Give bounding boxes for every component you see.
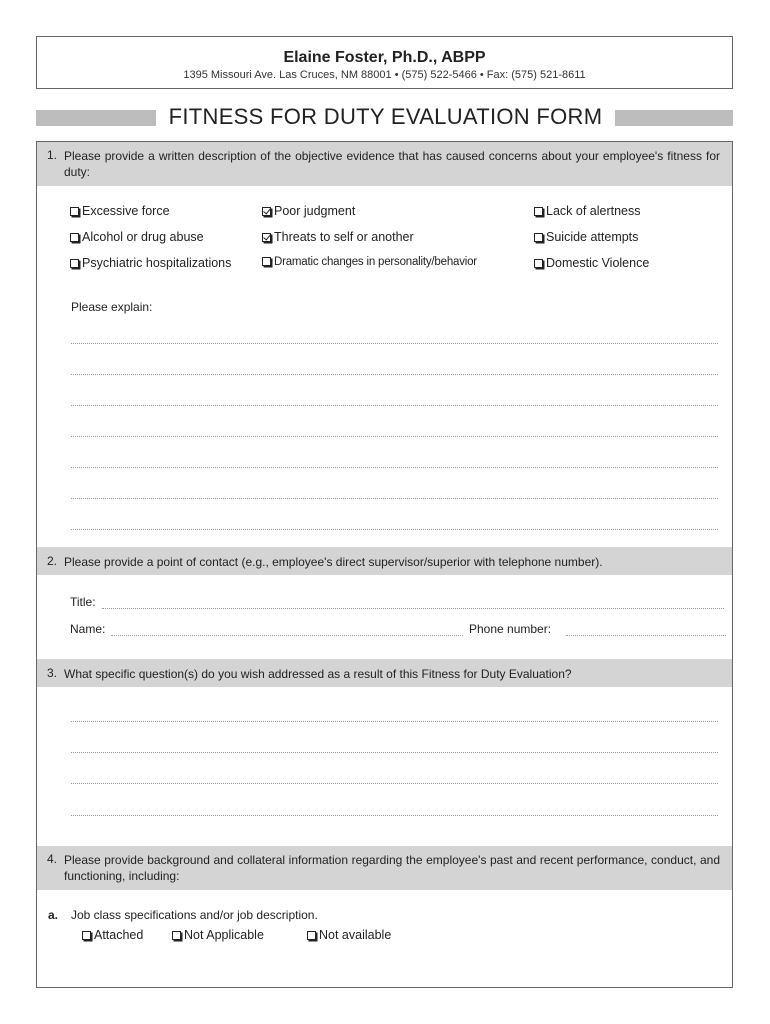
questions-line[interactable] <box>71 721 718 722</box>
please-explain-label: Please explain: <box>71 300 153 314</box>
item-a-text: Job class specifications and/or job description. <box>71 908 318 922</box>
checkbox-icon <box>70 207 79 216</box>
title-field[interactable] <box>102 608 724 609</box>
checkbox-icon <box>307 931 316 940</box>
phone-number-field[interactable] <box>566 635 726 636</box>
item-a-letter: a. <box>48 908 59 922</box>
section-3-text: What specific question(s) do you wish addressed as a result of this Fitness for Duty Evaluation? <box>64 667 572 681</box>
section-1-header <box>37 142 732 186</box>
explain-line[interactable] <box>71 529 718 530</box>
name-label: Name: <box>70 622 106 636</box>
explain-line[interactable] <box>71 343 718 344</box>
checked-box-icon <box>262 207 271 216</box>
checkbox-icon <box>70 259 79 268</box>
checkbox-threats[interactable]: Threats to self or another <box>262 230 414 244</box>
section-3-header <box>37 659 732 687</box>
explain-line[interactable] <box>71 467 718 468</box>
name-field[interactable] <box>111 635 463 636</box>
checkbox-alcohol-drug-abuse[interactable]: Alcohol or drug abuse <box>70 230 204 244</box>
checkbox-icon <box>534 207 543 216</box>
checkbox-icon <box>70 233 79 242</box>
checkbox-dramatic-changes[interactable]: Dramatic changes in personality/behavior <box>262 256 477 268</box>
checkbox-icon <box>82 931 91 940</box>
questions-line[interactable] <box>71 752 718 753</box>
checkbox-icon <box>534 259 543 268</box>
checkbox-psychiatric-hospitalizations[interactable]: Psychiatric hospitalizations <box>70 256 231 270</box>
section-2-number: 2. <box>47 554 58 568</box>
section-4-header <box>37 846 732 890</box>
section-2-text: Please provide a point of contact (e.g., employee's direct supervisor/superior with telephone number). <box>64 555 603 569</box>
section-4-number: 4. <box>47 852 58 866</box>
checkbox-lack-of-alertness[interactable]: Lack of alertness <box>534 204 641 218</box>
title-label: Title: <box>70 595 96 609</box>
section-1-number: 1. <box>47 148 58 162</box>
checkbox-domestic-violence[interactable]: Domestic Violence <box>534 256 649 270</box>
explain-line[interactable] <box>71 374 718 375</box>
title-bar-left <box>36 110 156 126</box>
explain-line[interactable] <box>71 436 718 437</box>
checkbox-icon <box>534 233 543 242</box>
checked-box-icon <box>262 233 271 242</box>
section-1-text: Please provide a written description of the objective evidence that has caused concerns about your employee's fitness for duty: <box>64 149 720 179</box>
practitioner-name: Elaine Foster, Ph.D., ABPP <box>283 49 486 66</box>
checkbox-suicide-attempts[interactable]: Suicide attempts <box>534 230 638 244</box>
explain-line[interactable] <box>71 405 718 406</box>
title-bar-right <box>615 110 733 126</box>
section-2-header <box>37 547 732 575</box>
explain-line[interactable] <box>71 498 718 499</box>
checkbox-icon <box>172 931 181 940</box>
checkbox-poor-judgment[interactable]: Poor judgment <box>262 204 355 218</box>
checkbox-not-applicable[interactable]: Not Applicable <box>172 928 264 942</box>
form-title: FITNESS FOR DUTY EVALUATION FORM <box>168 104 603 129</box>
phone-number-label: Phone number: <box>469 622 552 636</box>
questions-line[interactable] <box>71 815 718 816</box>
practitioner-address: 1395 Missouri Ave. Las Cruces, NM 88001 • (575) 522-5466 • Fax: (575) 521-8611 <box>183 69 586 81</box>
checkbox-excessive-force[interactable]: Excessive force <box>70 204 170 218</box>
section-4-text: Please provide background and collateral information regarding the employee's past and recent performance, conduct, and functioning, including: <box>64 853 720 883</box>
section-3-number: 3. <box>47 666 58 680</box>
checkbox-attached[interactable]: Attached <box>82 928 143 942</box>
checkbox-icon <box>262 257 271 266</box>
checkbox-not-available[interactable]: Not available <box>307 928 391 942</box>
questions-line[interactable] <box>71 783 718 784</box>
letterhead <box>36 36 733 89</box>
